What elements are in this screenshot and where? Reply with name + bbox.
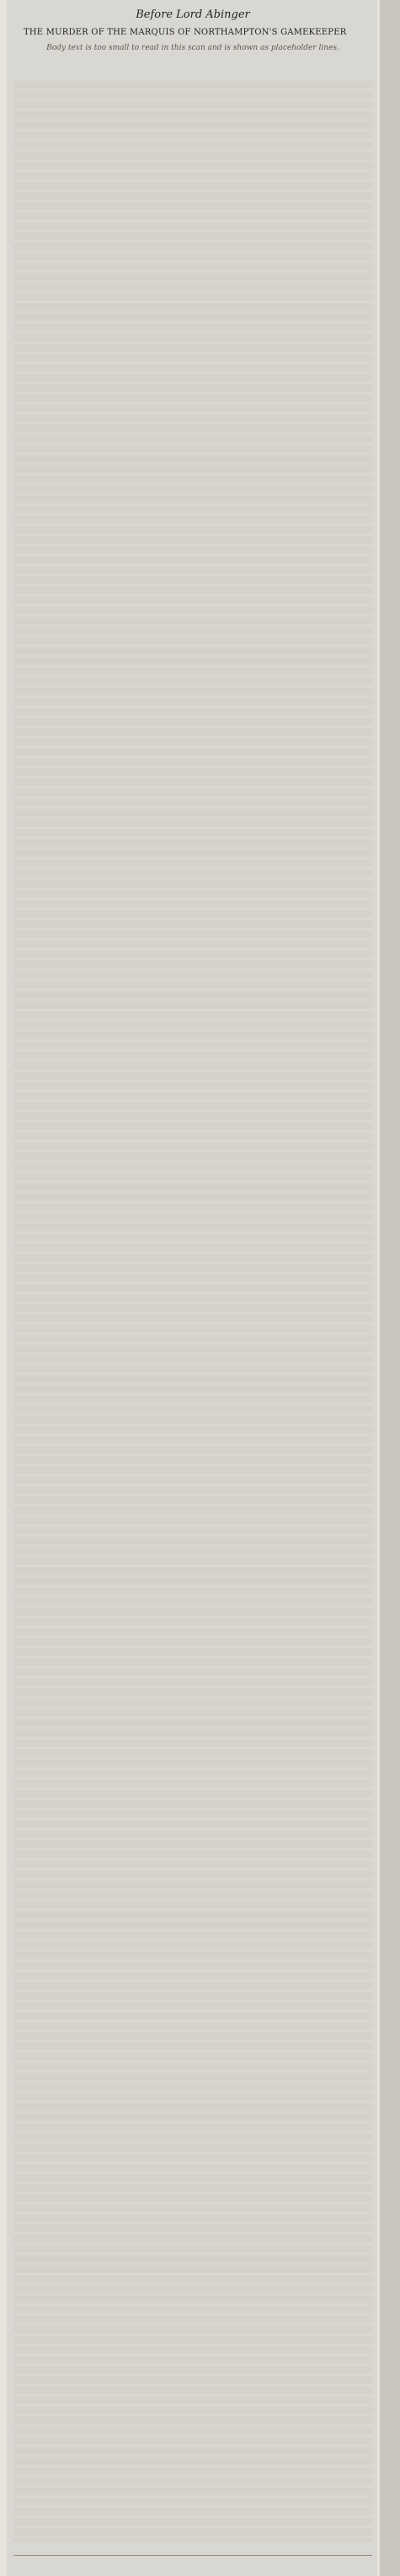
article-lede: THE MURDER OF THE MARQUIS OF NORTHAMPTON'S GAMEKEEPER: [24, 28, 347, 37]
article-headline: Before Lord Abinger: [136, 8, 250, 21]
adjacent-column-edge: [380, 0, 400, 2576]
article-body-placeholder: [13, 81, 372, 2542]
article-column: [7, 0, 377, 2576]
bottom-rule: [13, 2555, 372, 2556]
placeholder-note: Body text is too small to read in this scan and is shown as placeholder lines.: [46, 44, 339, 52]
